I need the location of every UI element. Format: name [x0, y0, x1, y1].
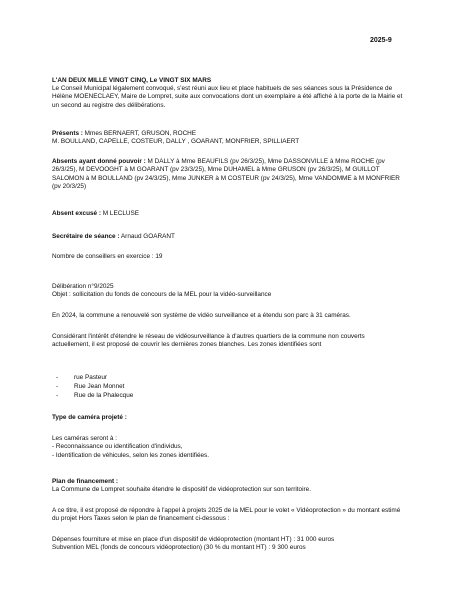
absent-excuse-label: Absent excusé : — [52, 210, 102, 217]
deliberation-header — [52, 283, 404, 300]
intro-paragraph: Le Conseil Municipal légalement convoqué, s'est réuni aux lieu et place habituels de ses séances sous la Présidence de Hélène MOENECLAEY, Maire de Lompret, suite aux convocations dont un exemplaire a été affiché à la porte de la Mairie et un second au registre des délibérations. — [52, 85, 403, 109]
paragraph-extension: Considérant l'intérêt d'étendre le réseau de vidéosurveillance à d'autres quartiers de la commune non couverts actuellement, il est proposé de couvrir les dernières zones blanches. Les zones identifiées sont — [52, 333, 365, 349]
secretaire-section — [52, 233, 404, 241]
deliberation-object: Objet : sollicitation du fonds de concours de la MEL pour la vidéo-surveillance — [52, 291, 272, 299]
conseillers-count: Nombre de conseillers en exercice : 19 — [52, 253, 163, 260]
list-item: - rue Pasteur — [56, 374, 108, 381]
absents-pouvoir-text: M DALLY à Mme BEAUFILS (pv 26/3/25), Mme DASSONVILLE à Mme ROCHE (pv 26/3/25), M DEVOOGHT à M GOARANT (pv 23/3/25), Mme DUHAMEL à Mme GRUSON (pv 26/3/25), M GUILLOT SALOMON à M BOULLAND (pv 24/3/25), Mme JUNKER à M COSTEUR (pv 24/3/25), Mme VANDOMME à M MONFRIER (pv 20/3/25) — [52, 158, 400, 191]
list-item: - Rue Jean Monnet — [56, 383, 125, 390]
paragraph-2024: En 2024, la commune a renouvelé son système de vidéo surveillance et a étendu son parc à 31 caméras. — [52, 312, 351, 319]
absents-pouvoir-section — [52, 158, 404, 192]
financement-paragraph: A ce titre, il est proposé de répondre à l'appel à projets 2025 de la MEL pour le volet « Vidéoprotection » du montant estimé du projet Hors Taxes selon le plan de financement ci-dessous : — [52, 507, 401, 523]
deliberation-number: Délibération n°9/2025 — [52, 283, 114, 290]
presents-women: Mmes BERNAERT, GRUSON, ROCHE — [82, 130, 197, 137]
list-item: - Reconnaissance ou identification d'individus, — [52, 443, 183, 451]
presents-section — [52, 130, 404, 147]
camera-type-title: Type de caméra projeté : — [52, 414, 127, 421]
presents-men: M. BOULLAND, CAPELLE, COSTEUR, DALLY , GOARANT, MONFRIER, SPILLIAERT — [52, 138, 300, 146]
camera-type-intro: Les caméras seront à : — [52, 435, 118, 442]
absent-excuse-section — [52, 210, 404, 218]
absents-pouvoir-label: Absents ayant donné pouvoir : — [52, 158, 146, 165]
financement-text: La Commune de Lompret souhaite étendre le dispositif de vidéoprotection sur son territoire. — [52, 486, 311, 494]
depenses-line: Dépenses fourniture et mise en place d'un dispositif de vidéoprotection (montant HT) : 31 000 euros — [52, 536, 335, 543]
document-reference: 2025-9 — [370, 37, 392, 44]
camera-type-section — [52, 435, 404, 460]
absent-excuse-value: M LECLUSE — [101, 210, 140, 217]
street-list — [52, 374, 404, 401]
subvention-line: Subvention MEL (fonds de concours vidéoprotection) (30 % du montant HT) : 9 300 euros — [52, 544, 306, 552]
secretaire-label: Secrétaire de séance : — [52, 233, 120, 240]
financement-amounts — [52, 536, 404, 553]
financement-section — [52, 478, 404, 495]
presents-label: Présents : — [52, 130, 83, 137]
session-date-heading: L'AN DEUX MILLE VINGT CINQ, Le VINGT SIX MARS — [52, 77, 212, 84]
list-item: - Rue de la Phalecque — [56, 392, 134, 399]
list-item: - Identification de véhicules, selon les zones identifiées. — [52, 451, 210, 459]
secretaire-value: Arnaud GOARANT — [119, 233, 175, 240]
financement-title: Plan de financement : — [52, 478, 119, 485]
